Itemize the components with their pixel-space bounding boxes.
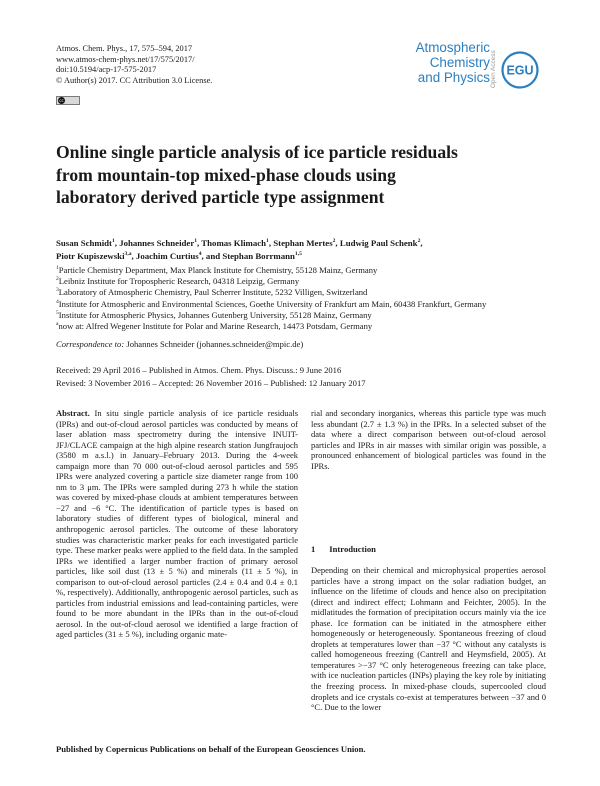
dates-received: Received: 29 April 2016 – Published in Atmos. Chem. Phys. Discuss.: 9 June 2016 (56, 365, 342, 375)
affiliation-text: Laboratory of Atmospheric Chemistry, Paul Scherrer Institute, 5232 Villigen, Switzerland (58, 287, 368, 298)
author-name: Piotr Kupiszewski (56, 250, 125, 261)
section-title: Introduction (329, 544, 376, 554)
affiliation-text: Particle Chemistry Department, Max Planck Institute for Chemistry, 55128 Mainz, Germany (58, 265, 378, 275)
affiliation-text: Leibniz Institute for Tropospheric Research, 04318 Leipzig, Germany (58, 276, 300, 287)
affiliation-mark: 4 (56, 298, 59, 305)
affiliation-item (56, 265, 546, 276)
correspondence-label: Correspondence to: (56, 339, 125, 349)
affiliation-text: Institute for Atmospheric Physics, Johannes Gutenberg University, 55128 Mainz, Germany (58, 309, 372, 320)
journal-name-line1: Atmospheric (415, 40, 490, 55)
affiliation-mark: 2 (56, 276, 59, 283)
egu-logo-icon (500, 50, 540, 90)
author-name: Susan Schmidt (56, 238, 112, 248)
author-name: Thomas Klimach (201, 238, 267, 248)
article-doi[interactable]: doi:10.5194/acp-17-575-2017 (56, 65, 157, 75)
abstract-continuation: rial and secondary inorganics, whereas this particle type was much less abundant (2.7 ± 1.3 %) in the IPRs. In a selected subset of the data where a direct comparison between out-of-cloud aerosol particles and IPRs in air masses with similar origin was possible, a pronounced enhancement of biological particles was found in the IPRs. (311, 408, 546, 471)
author-name: Ludwig Paul Schenk (339, 238, 418, 248)
affiliation-mark: 5 (56, 309, 59, 316)
article-title: Online single particle analysis of ice particle residuals from mountain-top mixed-phase clouds using laboratory derived particle type assignment (56, 142, 458, 208)
author-name: Johannes Schneider (119, 238, 195, 248)
citation-line: Atmos. Chem. Phys., 17, 575–594, 2017 (56, 44, 193, 53)
abstract-label: Abstract. (56, 408, 90, 418)
journal-name-line2: Chemistry (429, 55, 490, 70)
author-affil-mark: 4 (198, 250, 202, 257)
journal-logo (400, 40, 490, 85)
affiliation-item (56, 299, 546, 310)
section-number: 1 (311, 544, 316, 554)
cc-badge-label: cc (59, 98, 64, 103)
publisher-footer: Published by Copernicus Publications on behalf of the European Geosciences Union. (56, 744, 366, 754)
affiliation-item (56, 287, 546, 298)
author-affil-mark: 1 (194, 238, 198, 245)
journal-name-line3: and Physics (417, 70, 490, 85)
author-list: Susan Schmidt$^1$, Johannes Schneider$^1$, Thomas Klimach$^1$, Stephan Mertes$^2$, Ludwig Paul Schenk$^2$, Piotr Kupiszewski$^{3,a}$, Joachim Curtius$^4$, and Stephan Borrmann$^{1,5}$ (56, 238, 423, 261)
copyright-line: © Author(s) 2017. CC Attribution 3.0 License. (56, 75, 213, 85)
correspondence (56, 339, 546, 349)
affiliation-text: now at: Alfred Wegener Institute for Polar and Marine Research, 14473 Potsdam, Germany (58, 321, 373, 332)
author-affil-mark: 1 (266, 238, 269, 245)
article-url[interactable]: www.atmos-chem-phys.net/17/575/2017/ (56, 54, 195, 64)
cc-license-icon (56, 96, 80, 105)
affiliation-mark: a (56, 321, 59, 328)
introduction-text: Depending on their chemical and microphysical properties aerosol particles have a strong impact on the solar radiation budget, an influence on the lifetime of clouds and hence also on precipitation (direct and indirect effect; Lohmann and Feichter, 2005). In the midlatitudes the formation of precipitation occurs mainly via the ice phase. Ice formation can be initiated in the atmosphere either homogeneously or heterogeneously. Spontaneous freezing of cloud droplets at temperatures lower than −37 °C without any catalysts is called homogeneous freezing (Cantrell and Heymsfield, 2005). At temperatures >−37 °C only heterogeneous freezing can take place, with ice nucleation particles (INPs) playing the key role by initiating the freezing process. In mixed-phase clouds, supercooled cloud droplets and ice crystals co-exist at temperatures between −37 and 0 °C. Due to the lower (311, 565, 546, 713)
author-affil-mark: 3,a (124, 250, 132, 257)
dates-revised: Revised: 3 November 2016 – Accepted: 26 November 2016 – Published: 12 January 2017 (56, 377, 366, 388)
abstract-left-column (56, 408, 298, 640)
author-affil-mark: 2 (417, 238, 421, 245)
affiliation-item (56, 276, 546, 287)
abstract-text: In situ single particle analysis of ice particle residuals (IPRs) and out-of-cloud aerosol particles was conducted by means of laser ablation mass spectrometry during the intensive INUIT-JFJ/CLACE campaign at the high alpine research station Jungfraujoch (3580 m a.s.l.) in January–February 2013. During the 4-week campaign more than 70 000 out-of-cloud aerosol particles and 595 IPRs were analyzed covering a particle size diameter range from 100 nm to 3 μm. The IPRs were sampled during 273 h while the station was covered by mixed-phase clouds at ambient temperatures between −27 and −6 °C. The identification of particle types is based on laboratory studies of different types of biological, mineral and anthropogenic aerosol particles. The outcome of these laboratory studies was characteristic marker peaks for each investigated particle type. These marker peaks were applied to the field data. In the sampled IPRs we identified a larger number fraction of primary aerosol particles, like soil dust (13 ± 5 %) and minerals (11 ± 5 %), in comparison to out-of-cloud aerosol particles (2.4 ± 0.4 and 0.4 ± 0.1 %, respectively). Additionally, anthropogenic aerosol particles, such as particles from industrial emissions and lead-containing particles, were found to be more abundant in the IPRs than in the out-of-cloud aerosol. In the out-of-cloud aerosol we identified a large fraction of aged particles (31 ± 5 %), including organic mate- (56, 408, 299, 640)
author-affil-mark: 1,5 (294, 250, 302, 257)
correspondence-contact[interactable]: Johannes Schneider (johannes.schneider@mpic.de) (126, 339, 304, 349)
affiliation-list (56, 265, 546, 332)
author-affil-mark: 1 (111, 238, 115, 245)
affiliation-mark: 3 (56, 287, 59, 294)
affiliation-item (56, 321, 546, 332)
citation-header (56, 44, 212, 86)
open-access-text: Open Access (490, 50, 497, 88)
affiliation-mark: 1 (56, 265, 59, 272)
publication-dates (56, 364, 546, 389)
egu-logo-text: EGU (506, 63, 534, 78)
author-name: Joachim Curtius (135, 250, 199, 261)
affiliation-text: Institute for Atmospheric and Environmental Sciences, Goethe University of Frankfurt am Main, 60438 Frankfurt, Germany (58, 298, 487, 309)
open-access-label (486, 38, 498, 90)
author-affil-mark: 2 (332, 238, 336, 245)
section-heading (311, 544, 376, 554)
affiliation-item (56, 310, 546, 321)
author-name: Stephan Borrmann (222, 250, 295, 261)
author-name: Stephan Mertes (273, 238, 333, 248)
